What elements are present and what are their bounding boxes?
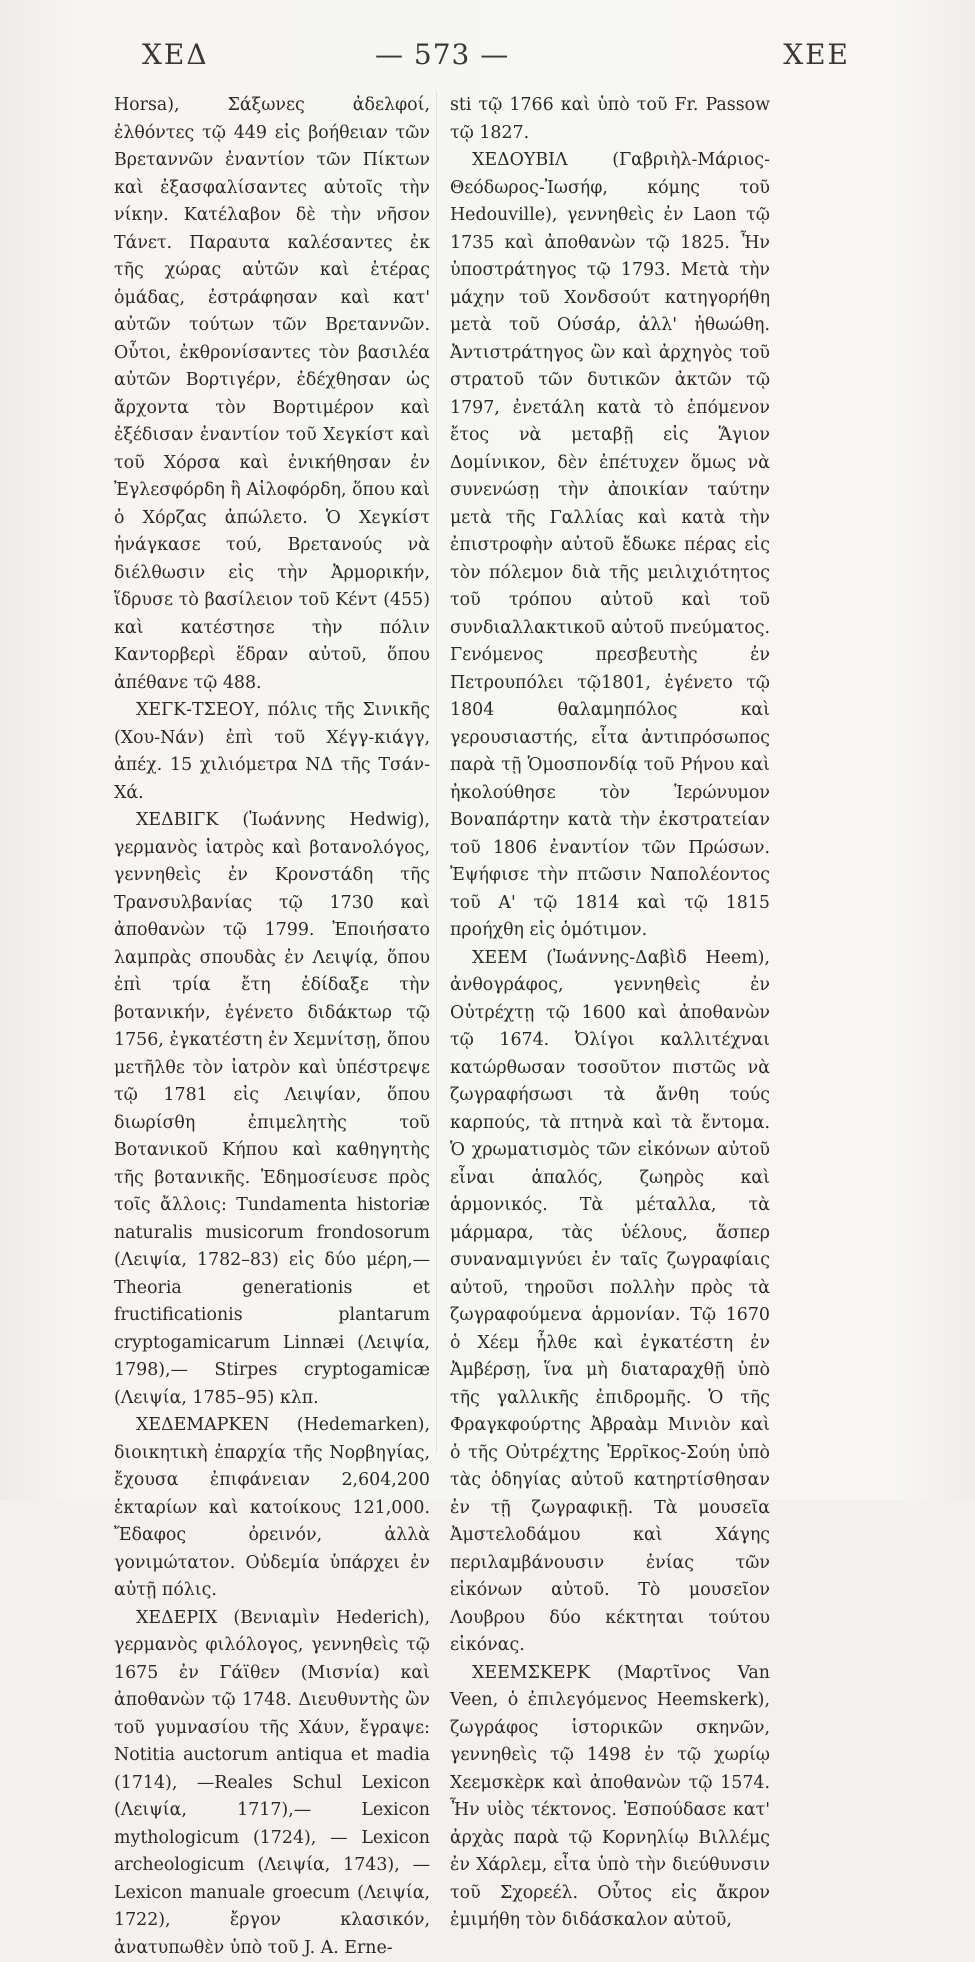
entry-continuation: Horsa), Σάξωνες ἀδελφοί, ἐλθόντες τῷ 449 εἰς βοήθειαν τῶν Βρεταννῶν ἐναντίον τῶν Πίκτων καὶ ἐξασφαλίσαντες αὐτοῖς τὴν νίκην. Κατέλαβον δὲ τὴν νῆσον Τάνετ. Παραυτα καλέσαντες ἐκ τῆς χώρας αὐτῶν καὶ ἑτέρας ὁμάδας, ἐστράφησαν καὶ κατ' αὐτῶν τούτων τῶν Βρεταννῶν. Οὗτοι, ἐκθρονίσαντες τὸν βασιλέα αὐτῶν Βορτιγέρν, ἐδέχθησαν ὡς ἄρχοντα τὸν Βορτιμέρον καὶ ἐξέδισαν ἐναντίον τοῦ Χεγκίστ καὶ τοῦ Χόρσα καὶ ἐνικήθησαν ἐν Ἐγλεσφόρδη ἢ Αἰλοφόρδη, ὅπου καὶ ὁ Χόρζας ἀπώλετο. Ὁ Χεγκίστ ἠνάγκασε τού, Βρετανούς νὰ διέλθωσιν εἰς τὴν Ἀρμορικήν, ἵδρυσε τὸ βασίλειον τοῦ Κέντ (455) καὶ κατέστησε τὴν πόλιν Καντορβερὶ ἕδραν αὐτοῦ, ὅπου ἀπέθανε τῷ 488.: [114, 92, 430, 697]
left-column: [114, 92, 430, 1962]
header-left-guideword: ΧΕΔ: [142, 38, 209, 71]
column-divider: [436, 92, 437, 1452]
header-right-guideword: ΧΕΕ: [783, 38, 850, 71]
entry-xedemarken: ΧΕΔΕΜΑΡΚΕΝ (Hedemarken), διοικητικὴ ἐπαρχία τῆς Νορβηγίας, ἔχουσα ἐπιφάνειαν 2,604,200 ἑκταρίων καὶ κατοίκους 121,000. Ἔδαφος ὀρεινόν, ἀλλὰ γονιμώτατον. Οὐδεμία ὑπάρχει ἐν αὐτῇ πόλις.: [114, 1412, 430, 1605]
page-number: — 573 —: [375, 38, 509, 71]
entry-xedouvil: ΧΕΔΟΥΒΙΛ (Γαβριὴλ-Μάριος-Θεόδωρος-Ἰωσήφ, κόμης τοῦ Hedouville), γεννηθεὶς ἐν Laon τῷ 1735 καὶ ἀποθανὼν τῷ 1825. Ἦν ὑποστράτηγος τῷ 1793. Μετὰ τὴν μάχην τοῦ Χονδσούτ κατηγορήθη μετὰ τοῦ Ούσάρ, ἀλλ' ἠθωώθη. Ἀντιστράτηγος ὢν καὶ ἀρχηγὸς τοῦ στρατοῦ τῶν δυτικῶν ἀκτῶν τῷ 1797, ἐνετάλη κατὰ τὸ ἑπόμενον ἔτος νὰ μεταβῇ εἰς Ἅγιον Δομίνικον, δὲν ἐπέτυχεν ὅμως νὰ συνενώσῃ τὴν ἀποικίαν ταύτην μετὰ τῆς Γαλλίας καὶ κατὰ τὴν ἐπιστροφὴν αὐτοῦ ἔδωκε πέρας εἰς τὸν πόλεμον διὰ τῆς μειλιχιότητος τοῦ τρόπου αὐτοῦ καὶ τοῦ συνδιαλλακτικοῦ αὐτοῦ πνεύματος. Γενόμενος πρεσβευτὴς ἐν Πετρουπόλει τῷ1801, ἐγένετο τῷ 1804 θαλαμηπόλος καὶ γερουσιαστής, εἶτα ἀντιπρόσωπος παρὰ τῇ Ὁμοσπονδίᾳ τοῦ Ρήνου καὶ ἠκολούθησε τὸν Ἱερώνυμον Βοναπάρτην κατὰ τὴν ἐκστρατείαν τοῦ 1806 ἐναντίον τῶν Πρώσων. Ἐψήφισε τὴν πτῶσιν Ναπολέοντος τοῦ Α' τῷ 1814 καὶ τῷ 1815 προήχθη εἰς ὁμότιμον.: [450, 147, 770, 945]
entry-xeemskerk: ΧΕΕΜΣΚΕΡΚ (Μαρτῖνος Van Veen, ὁ ἐπιλεγόμενος Heemskerk), ζωγράφος ἱστορικῶν σκηνῶν, γεννηθεὶς τῷ 1498 ἐν τῷ χωρίῳ Χεεμσκὲρκ καὶ ἀποθανὼν τῷ 1574. Ἦν υἱὸς τέκτονος. Ἐσπούδασε κατ' ἀρχὰς παρὰ τῷ Κορνηλίῳ Βιλλέμς ἐν Χάρλεμ, εἶτα ὑπὸ τὴν διεύθυνσιν τοῦ Σχορεέλ. Οὗτος εἰς ἄκρον ἐμιμήθη τὸν διδάσκαλον αὐτοῦ,: [450, 1660, 770, 1935]
entry-xederix: ΧΕΔΕΡΙΧ (Βενιαμὶν Hederich), γερμανὸς φιλόλογος, γεννηθεὶς τῷ 1675 ἐν Γάϊθεν (Μισνία) καὶ ἀποθανὼν τῷ 1748. Διευθυντὴς ὢν τοῦ γυμνασίου τῆς Χάυν, ἔγραψε: Notitia auctorum antiqua et madia (1714), —Reales Schul Lexicon (Λειψία, 1717),— Lexicon mythologicum (1724), — Lexicon archeologicum (Λειψία, 1743), — Lexicon manuale groecum (Λειψία, 1722), ἔργον κλασικόν, ἀνατυπωθὲν ὑπὸ τοῦ J. A. Erne-: [114, 1605, 430, 1962]
entry-xeem: ΧΕΕΜ (Ἰωάννης-Δαβὶδ Heem), ἀνθογράφος, γεννηθεὶς ἐν Οὐτρέχτῃ τῷ 1600 καὶ ἀποθανὼν τῷ 1674. Ὀλίγοι καλλιτέχναι κατώρθωσαν τοσοῦτον πιστῶς νὰ ζωγραφήσωσι τὰ ἄνθη τούς καρπούς, τὰ πτηνὰ καὶ τὰ ἔντομα. Ὁ χρωματισμὸς τῶν εἰκόνων αὐτοῦ εἶναι ἁπαλός, ζωηρὸς καὶ ἁρμονικός. Τὰ μέταλλα, τὰ μάρμαρα, τὰς ὑέλους, ἅσπερ συναναμιγνύει ἐν ταῖς ζωγραφίαις αὐτοῦ, τηροῦσι πολλὴν πρὸς τὰ ζωγραφούμενα ἁρμονίαν. Τῷ 1670 ὁ Χέεμ ἦλθε καὶ ἐγκατέστη ἐν Ἀμβέρσῃ, ἵνα μὴ διαταραχθῇ ὑπὸ τῆς γαλλικῆς ἐπιδρομῆς. Ὁ τῆς Φραγκφούρτης Ἀβραὰμ Μινιὸν καὶ ὁ τῆς Οὐτρέχτης Ἐρρῖκος-Σούη ὑπὸ τὰς ὁδηγίας αὐτοῦ κατηρτίσθησαν ἐν τῇ ζωγραφικῇ. Τὰ μουσεῖα Ἀμστελοδάμου καὶ Χάγης περιλαμβάνουσιν ἐνίας τῶν εἰκόνων αὐτοῦ. Τὸ μουσεῖον Λουβρου δύο κέκτηται τούτου εἰκόνας.: [450, 945, 770, 1660]
entry-xedvigk: ΧΕΔΒΙΓΚ (Ἰωάννης Hedwig), γερμανὸς ἰατρὸς καὶ βοτανολόγος, γεννηθεὶς ἐν Κρονστάδη τῆς Τρανσυλβανίας τῷ 1730 καὶ ἀποθανὼν τῷ 1799. Ἐποιήσατο λαμπρὰς σπουδὰς ἐν Λειψίᾳ, ὅπου ἐπὶ τρία ἔτη ἐδίδαξε τὴν βοτανικήν, ἐγένετο διδάκτωρ τῷ 1756, ἐγκατέστη ἐν Χεμνίτσῃ, ὅπου μετῆλθε τὸν ἰατρὸν καὶ ὑπέστρεψε τῷ 1781 εἰς Λειψίαν, ὅπου διωρίσθη ἐπιμελητὴς τοῦ Βοτανικοῦ Κήπου καὶ καθηγητὴς τῆς βοτανικῆς. Ἐδημοσίευσε πρὸς τοῖς ἄλλοις: Tundamenta historiæ naturalis musicorum frondosorum (Λειψία, 1782–83) εἰς δύο μέρη,— Theoria generationis et fructificationis plantarum cryptogamicarum Linnæi (Λειψία, 1798),— Stirpes cryptogamicæ (Λειψία, 1785–95) κλπ.: [114, 807, 430, 1412]
entry-continuation-right: sti τῷ 1766 καὶ ὑπὸ τοῦ Fr. Passow τῷ 1827.: [450, 92, 770, 147]
running-header: [120, 38, 870, 78]
right-column: [450, 92, 770, 1935]
entry-xegk-tseou: ΧΕΓΚ-ΤΣΕΟΥ, πόλις τῆς Σινικῆς (Χου-Νάν) ἐπὶ τοῦ Χέγγ-κιάγγ, ἀπέχ. 15 χιλιόμετρα ΝΔ τῆς Τσάν-Χά.: [114, 697, 430, 807]
